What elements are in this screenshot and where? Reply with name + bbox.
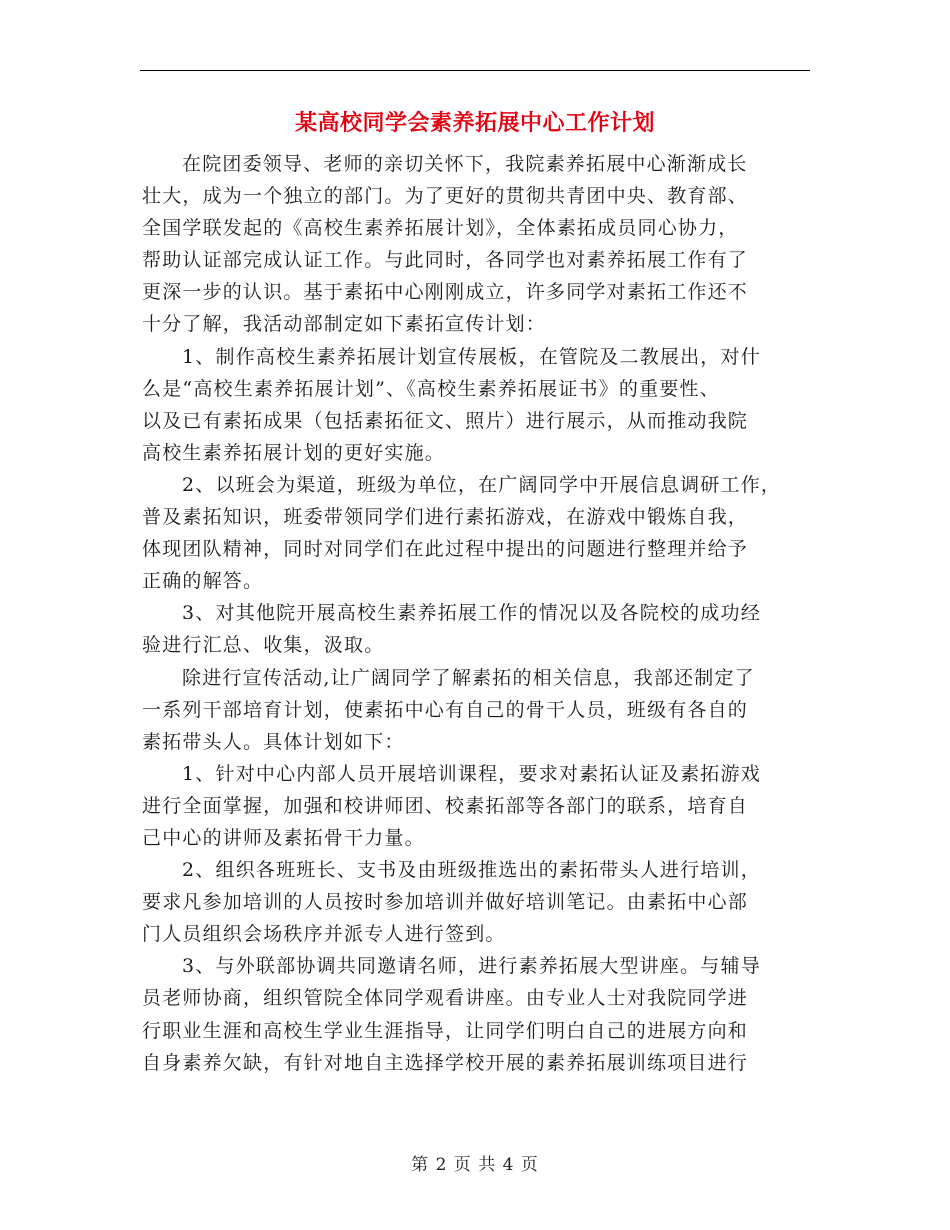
document-body: [142, 148, 810, 1079]
paragraph-training-3: [142, 950, 810, 1078]
page-number-footer: 第 2 页 共 4 页: [411, 1155, 539, 1175]
text-line: 3、对其他院开展高校生素养拓展工作的情况以及各院校的成功经: [182, 602, 761, 625]
paragraph-item-2: [142, 469, 810, 597]
text-line: 帮助认证部完成认证工作。与此同时，各同学也对素养拓展工作有了: [142, 249, 749, 272]
text-line: 正确的解答。: [142, 570, 264, 593]
text-line: 更深一步的认识。基于素拓中心刚刚成立，许多同学对素拓工作还不: [142, 281, 749, 304]
paragraph-training-intro: [142, 662, 810, 758]
text-line: 验进行汇总、收集，汲取。: [142, 634, 385, 657]
text-line: 高校生素养拓展计划的更好实施。: [142, 441, 446, 464]
paragraph-item-1: [142, 341, 810, 469]
text-line: 除进行宣传活动,让广阔同学了解素拓的相关信息，我部还制定了: [182, 666, 755, 689]
text-line: 员老师协商，组织管院全体同学观看讲座。由专业人士对我院同学进: [142, 987, 749, 1010]
text-line: 进行全面掌握，加强和校讲师团、校素拓部等各部门的联系，培育自: [142, 794, 749, 817]
text-line: 普及素拓知识，班委带领同学们进行素拓游戏，在游戏中锻炼自我，: [142, 506, 749, 529]
document-title: 某高校同学会素养拓展中心工作计划: [294, 111, 655, 136]
text-line: 在院团委领导、老师的亲切关怀下，我院素养拓展中心渐渐成长: [182, 153, 748, 175]
text-line: 1、针对中心内部人员开展培训课程，要求对素拓认证及素拓游戏: [182, 762, 761, 785]
text-line: 2、组织各班班长、支书及由班级推选出的素拓带头人进行培训，: [182, 859, 761, 882]
text-line: 门人员组织会场秩序并派专人进行签到。: [142, 923, 506, 946]
text-line: 3、与外联部协调共同邀请名师，进行素养拓展大型讲座。与辅导: [182, 955, 761, 978]
paragraph-training-1: [142, 758, 810, 854]
text-line: 要求凡参加培训的人员按时参加培训并做好培训笔记。由素拓中心部: [142, 891, 749, 914]
text-line: 以及已有素拓成果（包括素拓征文、照片）进行展示，从而推动我院: [142, 409, 749, 432]
paragraph-intro: [142, 148, 810, 341]
text-line: 全国学联发起的《高校生素养拓展计划》，全体素拓成员同心协力，: [142, 217, 739, 240]
text-line: 素拓带头人。具体计划如下：: [142, 730, 405, 753]
text-line: 壮大，成为一个独立的部门。为了更好的贯彻共青团中央、教育部、: [142, 185, 749, 208]
text-line: 体现团队精神，同时对同学们在此过程中提出的问题进行整理并给予: [142, 538, 749, 561]
text-line: 一系列干部培育计划，使素拓中心有自己的骨干人员，班级有各自的: [142, 698, 749, 721]
header-rule: [140, 70, 810, 71]
paragraph-item-3: [142, 597, 810, 661]
text-line: 己中心的讲师及素拓骨干力量。: [142, 826, 425, 849]
text-line: 1、制作高校生素养拓展计划宣传展板，在管院及二教展出，对什: [182, 345, 761, 368]
text-line: 自身素养欠缺，有针对地自主选择学校开展的素养拓展训练项目进行: [142, 1051, 749, 1074]
text-line: 2、以班会为渠道，班级为单位，在广阔同学中开展信息调研工作，: [182, 473, 782, 496]
text-line: 十分了解，我活动部制定如下素拓宣传计划：: [142, 313, 547, 336]
text-line: 么是“高校生素养拓展计划”、《高校生素养拓展证书》的重要性、: [142, 377, 720, 400]
text-line: 行职业生涯和高校生学业生涯指导，让同学们明白自己的进展方向和: [142, 1019, 749, 1042]
paragraph-training-2: [142, 854, 810, 950]
